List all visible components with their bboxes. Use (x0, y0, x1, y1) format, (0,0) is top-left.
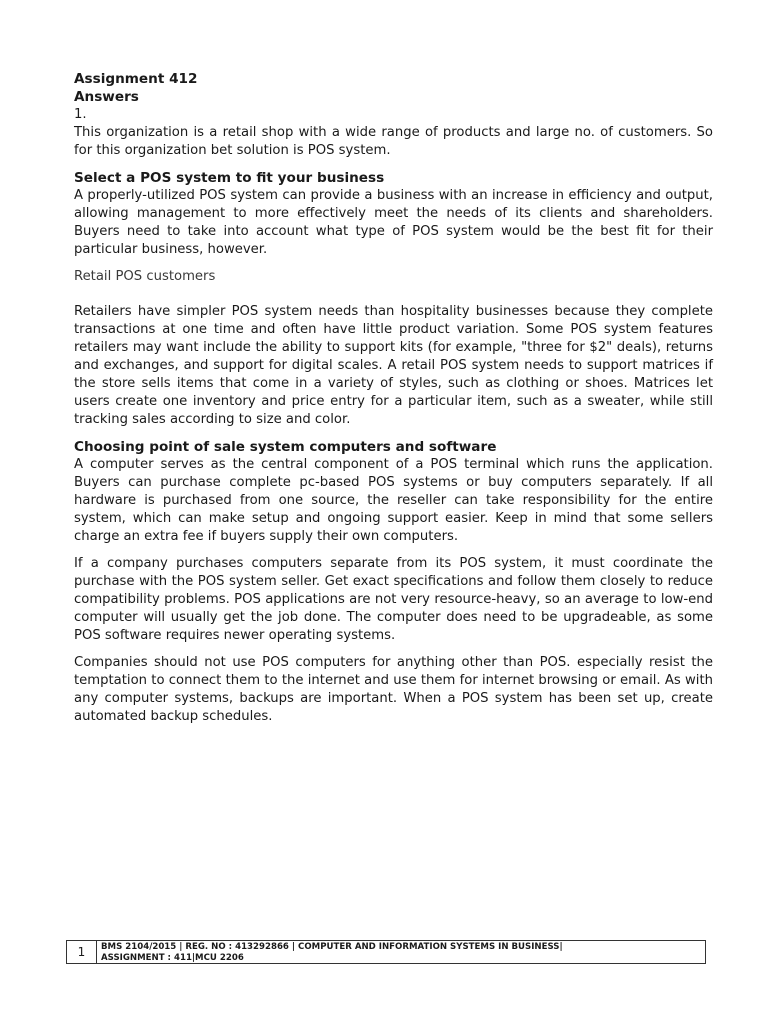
footer-text (97, 941, 705, 963)
section-paragraph-select-pos: A properly-utilized POS system can provide a business with an increase in efficiency and output, allowing management to more effectively meet the needs of its clients and shareholders. Buyers need to take into account what type of POS system would be the best fit for their particular business, however. (74, 188, 713, 257)
answers-label: Answers (74, 89, 139, 105)
retail-pos-paragraph: Retailers have simpler POS system needs than hospitality businesses because they complete transactions at one time and often have little product variation. Some POS system features retailers may want include the ability to support kits (for example, "three for $2" deals), returns and exchanges, and support for digital scales. A retail POS system needs to support matrices if the store sells items that come in a variety of styles, such as clothing or shoes. Matrices let users create one inventory and price entry for a particular item, such as a sweater, while still tracking sales according to size and color. (74, 304, 713, 427)
computers-paragraph-2: If a company purchases computers separate from its POS system, it must coordinate the purchase with the POS system seller. Get exact specifications and follow them closely to reduce compatibility problems. POS applications are not very resource-heavy, so an average to low-end computer will usually get the job done. The computer does need to be upgradeable, as some POS software requires newer operating systems. (74, 556, 713, 643)
computers-paragraph-1: A computer serves as the central component of a POS terminal which runs the application. Buyers can purchase complete pc-based POS systems or buy computers separately. If all hardware is purchased from one source, the reseller can take responsibility for the entire system, which can make setup and ongoing support easier. Keep in mind that some sellers charge an extra fee if buyers supply their own computers. (74, 457, 713, 544)
footer-line-1: BMS 2104/2015 | REG. NO : 413292866 | COMPUTER AND INFORMATION SYSTEMS IN BUSINESS| (101, 942, 563, 952)
footer-line-2: ASSIGNMENT : 411|MCU 2206 (101, 952, 244, 963)
intro-paragraph: This organization is a retail shop with a wide range of products and large no. of customers. So for this organization bet solution is POS system. (74, 125, 713, 158)
assignment-title: Assignment 412 (74, 71, 198, 87)
section-heading-computers-software: Choosing point of sale system computers and software (74, 439, 497, 455)
document-body (74, 70, 713, 735)
footer-page-number: 1 (67, 941, 97, 963)
retail-pos-heading: Retail POS customers (74, 269, 216, 284)
question-number: 1. (74, 107, 87, 122)
computers-paragraph-3: Companies should not use POS computers for anything other than POS. especially resist the temptation to connect them to the internet and use them for internet browsing or email. As with any computer systems, backups are important. When a POS system has been set up, create automated backup schedules. (74, 655, 713, 724)
section-heading-select-pos: Select a POS system to fit your business (74, 170, 385, 186)
page-footer (66, 940, 706, 964)
